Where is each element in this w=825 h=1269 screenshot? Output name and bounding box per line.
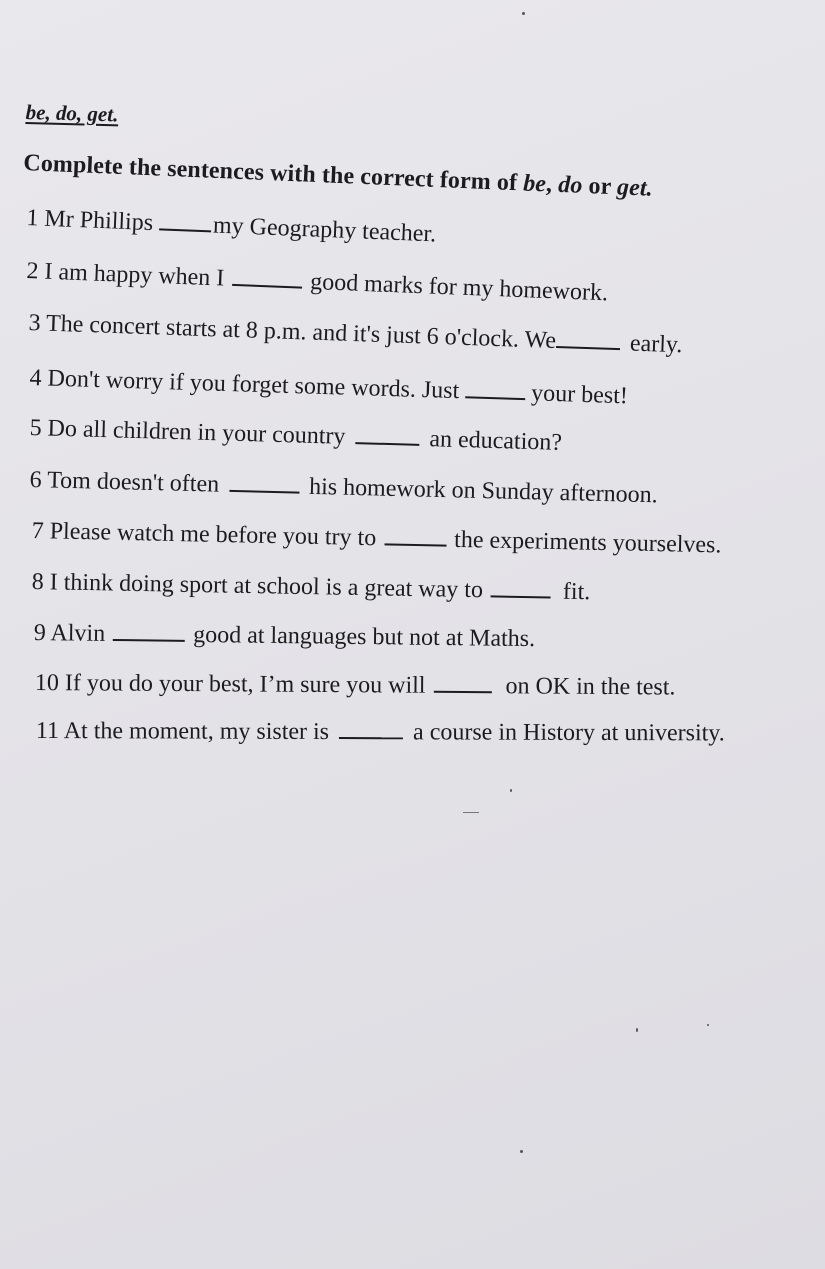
instruction-word-do: do: [557, 171, 583, 199]
sentence-9: [34, 620, 536, 653]
sentence-8-after: fit.: [562, 578, 591, 606]
sentence-8-before: 8 I think doing sport at school is a great way to: [31, 569, 484, 604]
sentence-2-blank[interactable]: [232, 283, 302, 289]
sentence-9-after: good at languages but not at Maths.: [193, 621, 536, 653]
instruction-text: [23, 150, 653, 203]
sentence-10-after: on OK in the test.: [505, 673, 676, 701]
instruction-or: or: [581, 172, 618, 201]
sentence-6-blank[interactable]: [229, 489, 299, 494]
sentence-5-blank[interactable]: [355, 441, 419, 446]
sentence-7: [31, 518, 721, 559]
instruction-main: Complete the sentences with the correct form of: [22, 150, 524, 197]
sentence-4-after: your best!: [530, 380, 629, 410]
section-heading: be, do, get.: [25, 100, 119, 127]
instruction-comma: ,: [545, 171, 559, 198]
sentence-5-before: 5 Do all children in your country: [29, 415, 346, 450]
paper-speck: [510, 789, 512, 792]
sentence-6-before: 6 Tom doesn't often: [29, 467, 220, 498]
sentence-11-after: a course in History at university.: [413, 719, 725, 747]
paper-speck: [522, 12, 525, 15]
sentence-6-after: his homework on Sunday afternoon.: [308, 473, 658, 509]
paper-speck: [636, 1028, 638, 1032]
sentence-4-before: 4 Don't worry if you forget some words. Just: [29, 365, 460, 405]
sentence-7-before: 7 Please watch me before you try to: [31, 518, 377, 552]
sentence-11: [36, 718, 725, 747]
instruction-word-get: get.: [616, 174, 654, 202]
sentence-1-blank[interactable]: [159, 227, 211, 232]
sentence-3-before: 3 The concert starts at 8 p.m. and it's just 6 o'clock. We: [28, 310, 557, 354]
sentence-2: [26, 258, 609, 307]
sentence-8-blank[interactable]: [491, 594, 551, 598]
sentence-4-blank[interactable]: [465, 395, 525, 400]
sentence-10-blank[interactable]: [433, 690, 491, 693]
sentence-3: [28, 310, 683, 359]
instruction-word-be: be: [522, 170, 547, 198]
sentence-6: [29, 467, 658, 509]
sentence-2-after: good marks for my homework.: [309, 268, 609, 307]
sentence-11-blank[interactable]: [339, 736, 403, 739]
sentence-1-before: 1 Mr Phillips: [25, 205, 154, 237]
sentence-9-before: 9 Alvin: [33, 620, 106, 647]
sentence-3-blank[interactable]: [556, 345, 620, 350]
sentence-9-blank[interactable]: [113, 638, 185, 642]
sentence-8: [32, 569, 591, 606]
sentence-5-after: an education?: [429, 426, 563, 456]
paper-speck: [463, 812, 479, 813]
sentence-7-blank[interactable]: [384, 542, 446, 546]
sentence-3-after: early.: [629, 330, 683, 359]
sentence-4: [29, 365, 628, 410]
sentence-11-before: 11 At the moment, my sister is: [35, 718, 330, 746]
sentence-5: [29, 415, 562, 457]
sentence-1: [26, 205, 437, 248]
paper-speck: [707, 1024, 709, 1026]
paper-speck: [520, 1150, 523, 1153]
sentence-1-after: my Geography teacher.: [212, 212, 437, 248]
sentence-2-before: 2 I am happy when I: [26, 258, 225, 292]
sentence-10: [35, 670, 676, 701]
sentence-10-before: 10 If you do your best, I’m sure you will: [34, 670, 426, 699]
sentence-7-after: the experiments yourselves.: [453, 526, 722, 559]
